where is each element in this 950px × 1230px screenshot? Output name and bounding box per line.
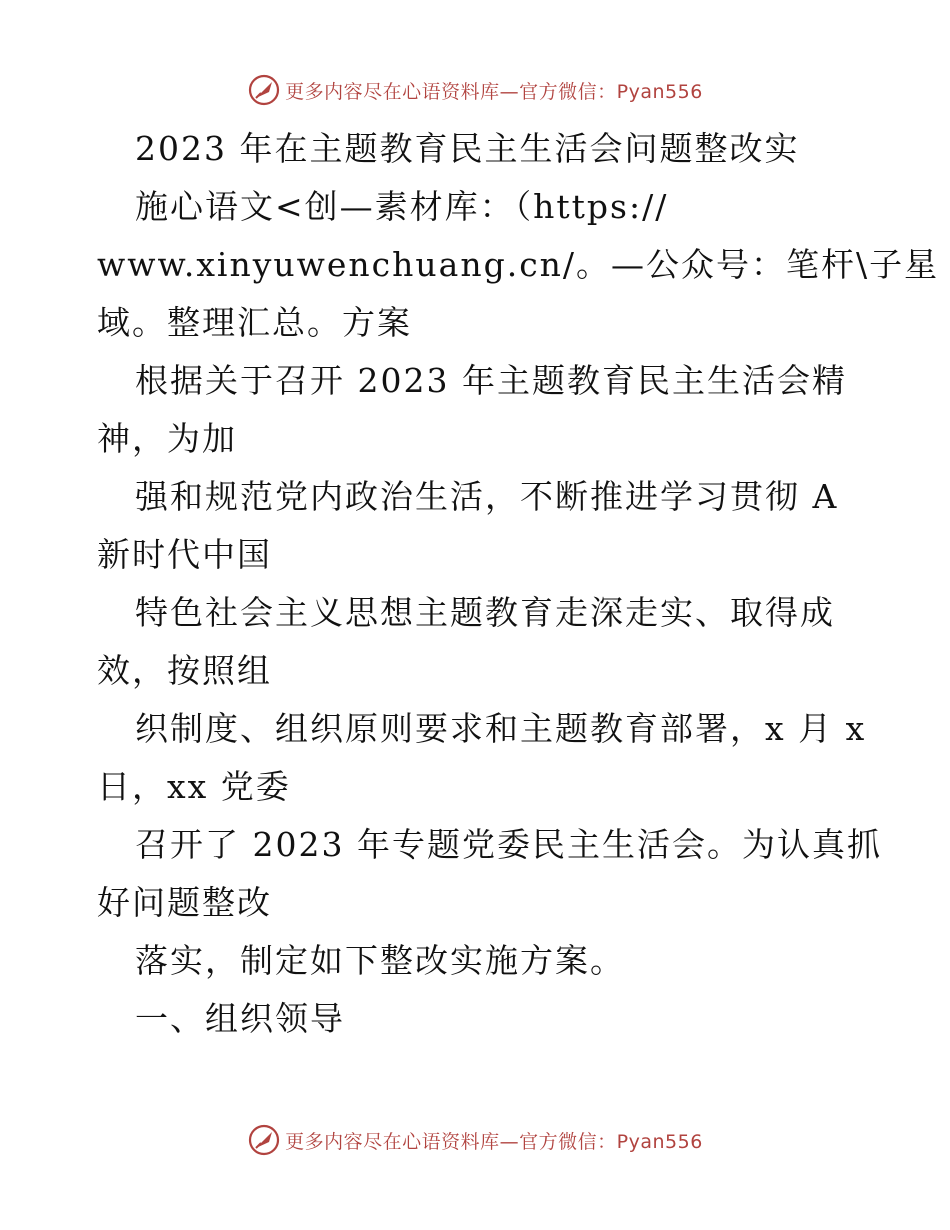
doc-line-13: 召开了 2023 年专题党委民主生活会。为认真抓 xyxy=(135,825,882,864)
doc-line-11: 织制度、组织原则要求和主题教育部署，x 月 x xyxy=(135,709,867,748)
header-watermark-text: 更多内容尽在心语资料库—官方微信：Pyan556 xyxy=(285,80,703,103)
footer-watermark-banner xyxy=(0,1120,950,1160)
doc-line-16: 一、组织领导 xyxy=(135,999,345,1038)
doc-line-2: 施心语文<创—素材库：（https:// xyxy=(135,187,669,226)
doc-line-15: 落实，制定如下整改实施方案。 xyxy=(135,941,625,980)
quill-pen-logo-icon xyxy=(247,73,281,107)
doc-line-3: www.xinyuwenchuang.cn/。—公众号：笔杆\子星 xyxy=(97,245,940,284)
doc-line-1: 2023 年在主题教育民主生活会问题整改实 xyxy=(135,129,800,168)
doc-line-7: 强和规范党内政治生活，不断推进学习贯彻 A xyxy=(135,477,839,516)
doc-line-8: 新时代中国 xyxy=(97,535,272,574)
header-watermark-banner xyxy=(0,70,950,110)
doc-line-6: 神，为加 xyxy=(97,419,237,458)
doc-line-4: 域。整理汇总。方案 xyxy=(97,303,412,342)
doc-line-12: 日，xx 党委 xyxy=(97,767,291,806)
doc-line-5: 根据关于召开 2023 年主题教育民主生活会精 xyxy=(135,361,847,400)
doc-line-10: 效，按照组 xyxy=(97,651,272,690)
footer-watermark-text: 更多内容尽在心语资料库—官方微信：Pyan556 xyxy=(285,1130,703,1153)
quill-pen-logo-icon xyxy=(247,1123,281,1157)
document-body xyxy=(97,120,940,1048)
doc-line-14: 好问题整改 xyxy=(97,883,272,922)
doc-line-9: 特色社会主义思想主题教育走深走实、取得成 xyxy=(135,593,835,632)
